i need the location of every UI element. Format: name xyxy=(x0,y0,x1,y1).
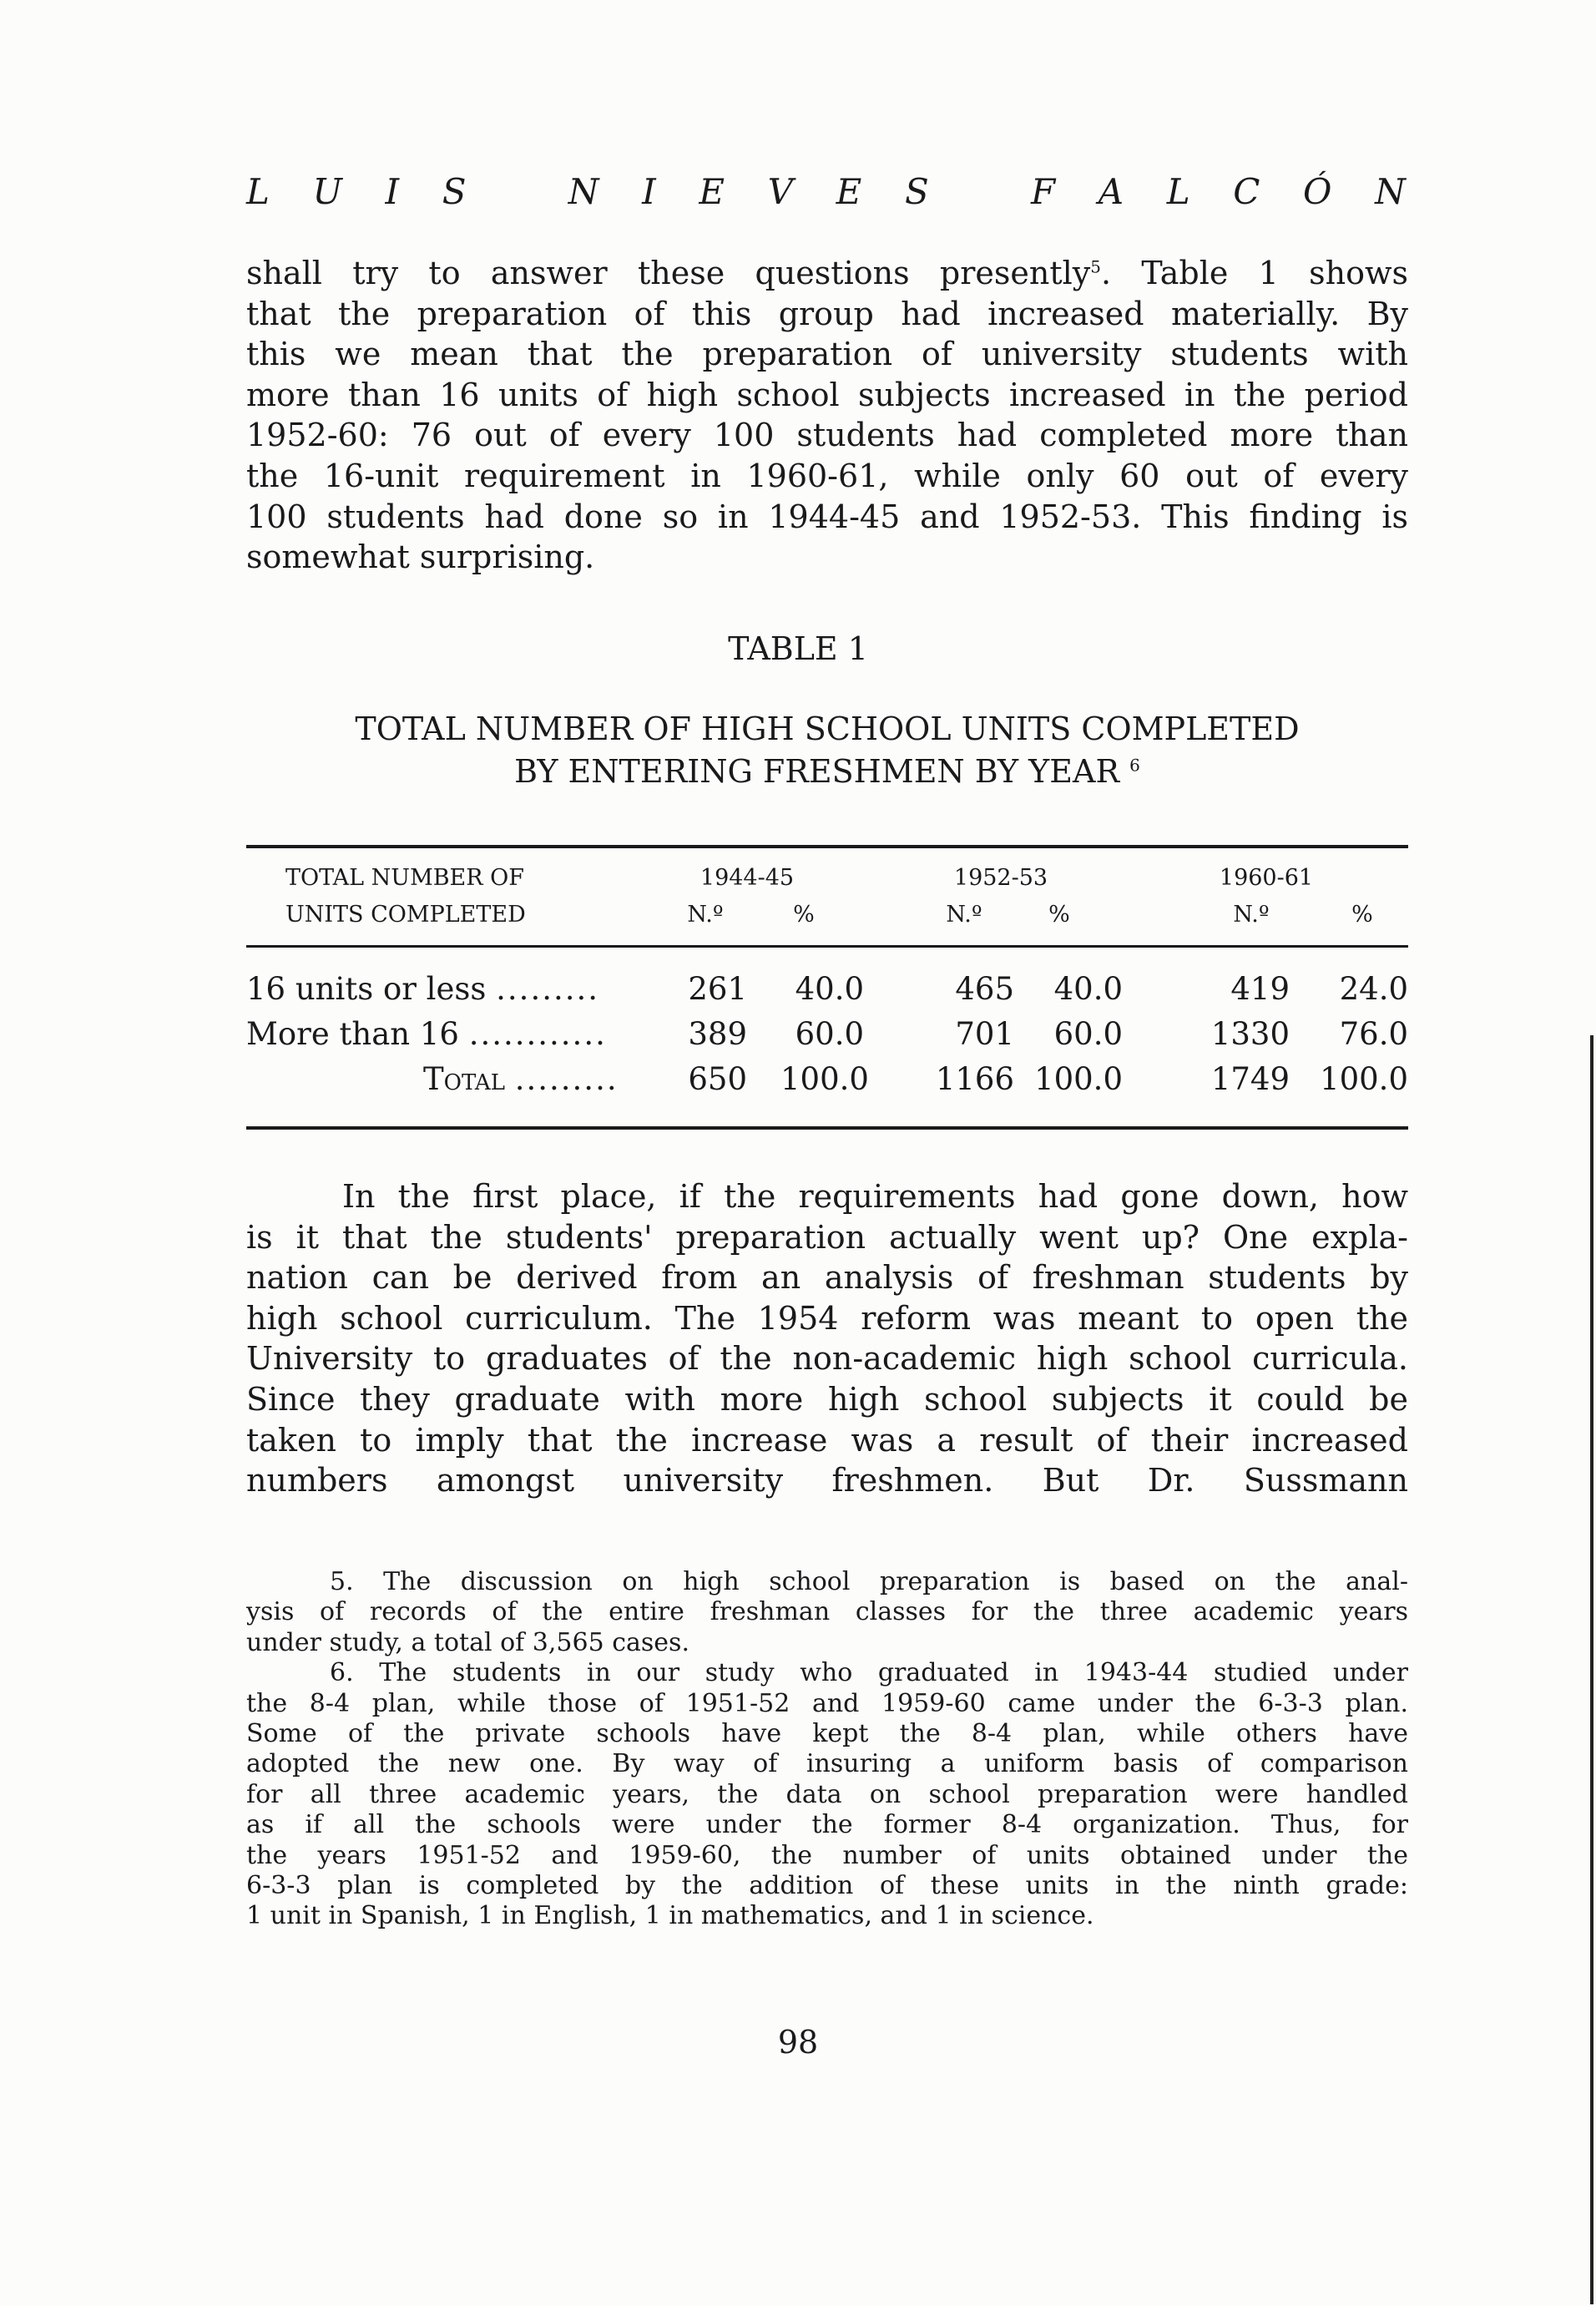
running-head-letter: V xyxy=(767,171,795,212)
running-head-letter: L xyxy=(246,171,270,212)
cell-1944-no: 261 xyxy=(688,971,747,1007)
cell-1952-no: 701 xyxy=(955,1016,1014,1052)
paragraph-line: is it that the students' preparation actually went up? One expla- xyxy=(246,1218,1408,1256)
paragraph-line-text: . Table 1 shows xyxy=(1100,255,1408,291)
row-label xyxy=(246,1016,607,1052)
cell-1944-no: 650 xyxy=(688,1061,747,1097)
row-label-text: Total xyxy=(423,1061,505,1097)
footnote-line: 6. The students in our study who graduated in 1943-44 studied under xyxy=(330,1658,1408,1688)
running-head-letter: A xyxy=(1098,171,1125,212)
footnote-line: Some of the private schools have kept the 8-4 plan, while others have xyxy=(246,1719,1408,1749)
running-head-letter: U xyxy=(312,171,343,212)
footnote-line: 1 unit in Spanish, 1 in English, 1 in mathematics, and 1 in science. xyxy=(246,1901,1094,1931)
header-col-pct: % xyxy=(793,902,815,928)
cell-1960-no: 419 xyxy=(1230,971,1290,1007)
paragraph-line: nation can be derived from an analysis of freshman students by xyxy=(246,1259,1408,1297)
header-label-line: UNITS COMPLETED xyxy=(285,902,526,928)
row-label xyxy=(423,1061,619,1097)
table-title-text: BY ENTERING FRESHMEN BY YEAR xyxy=(514,753,1120,790)
row-leader-dots: ......... xyxy=(496,971,600,1007)
paragraph-line: Since they graduate with more high school subjects it could be xyxy=(246,1380,1408,1418)
running-head-letter: S xyxy=(442,171,467,212)
running-head-letter: N xyxy=(1375,171,1407,212)
cell-1952-pct: 100.0 xyxy=(1034,1061,1123,1097)
table-title-line: TOTAL NUMBER OF HIGH SCHOOL UNITS COMPLETED xyxy=(355,711,1300,747)
cell-1952-pct: 60.0 xyxy=(1053,1016,1123,1052)
cell-1952-no: 465 xyxy=(955,971,1014,1007)
footnote-line: the years 1951-52 and 1959-60, the number of units obtained under the xyxy=(246,1840,1408,1870)
running-head-letter: S xyxy=(904,171,930,212)
running-head xyxy=(246,171,1407,212)
header-col-pct: % xyxy=(1048,902,1070,928)
cell-1944-pct: 40.0 xyxy=(795,971,864,1007)
row-label xyxy=(246,971,599,1007)
paragraph-line: somewhat surprising. xyxy=(246,539,595,576)
footnotes xyxy=(246,1567,1408,1932)
running-head-letter: N xyxy=(568,171,600,212)
header-year-1960-61: 1960-61 xyxy=(1219,865,1314,891)
cell-1952-no: 1166 xyxy=(935,1061,1014,1097)
footnote-line: as if all the schools were under the former 8-4 organization. Thus, for xyxy=(246,1810,1408,1840)
running-head-letter: E xyxy=(699,171,726,212)
running-head-letter: I xyxy=(385,171,401,212)
scan-edge-line xyxy=(1590,1035,1593,2304)
footnote-line: adopted the new one. By way of insuring a uniform basis of comparison xyxy=(246,1749,1408,1779)
cell-1960-pct: 24.0 xyxy=(1339,971,1408,1007)
paragraph-line: that the preparation of this group had increased materially. By xyxy=(246,295,1408,332)
paragraph-line: In the first place, if the requirements had gone down, how xyxy=(342,1178,1408,1215)
footnote-line: 6-3-3 plan is completed by the addition of these units in the ninth grade: xyxy=(246,1871,1408,1901)
header-col-no: N.º xyxy=(687,902,724,928)
header-col-pct: % xyxy=(1351,902,1373,928)
header-col-no: N.º xyxy=(1233,902,1270,928)
paragraph-2 xyxy=(246,1176,1408,1501)
paragraph-line: 1952-60: 76 out of every 100 students had completed more than xyxy=(246,417,1408,454)
table-header xyxy=(246,865,1408,932)
running-head-gap xyxy=(509,171,526,212)
row-label-text: More than 16 xyxy=(246,1016,459,1052)
running-head-letter: Ó xyxy=(1303,171,1333,212)
cell-1952-pct: 40.0 xyxy=(1053,971,1123,1007)
paragraph-line: the 16-unit requirement in 1960-61, while only 60 out of every xyxy=(246,457,1408,494)
paragraph-line: taken to imply that the increase was a result of their increased xyxy=(246,1421,1408,1459)
paragraph-line: high school curriculum. The 1954 reform was meant to open the xyxy=(246,1299,1408,1337)
footnote-line: 5. The discussion on high school preparation is based on the anal- xyxy=(330,1567,1408,1596)
footnote-line: under study, a total of 3,565 cases. xyxy=(246,1627,689,1657)
header-label-line: TOTAL NUMBER OF xyxy=(285,865,525,891)
footnote-line: the 8-4 plan, while those of 1951-52 and 1959-60 came under the 6-3-3 plan. xyxy=(246,1688,1408,1718)
footnote-ref-5: 5 xyxy=(1090,256,1101,277)
cell-1960-pct: 76.0 xyxy=(1339,1016,1408,1052)
paragraph-line: more than 16 units of high school subjects increased in the period xyxy=(246,376,1408,413)
paragraph-line: this we mean that the preparation of university students with xyxy=(246,336,1408,373)
running-head-letter: C xyxy=(1233,171,1261,212)
paragraph-1 xyxy=(246,253,1408,578)
page-number: 98 xyxy=(777,2024,819,2061)
paragraph-line xyxy=(246,253,1408,294)
table-title xyxy=(246,708,1408,793)
cell-1960-pct: 100.0 xyxy=(1320,1061,1408,1097)
footnote-ref-6: 6 xyxy=(1129,755,1140,776)
row-label-text: 16 units or less xyxy=(246,971,487,1007)
table-number: TABLE 1 xyxy=(728,630,868,667)
paragraph-line: numbers amongst university freshmen. But Dr. Sussmann xyxy=(246,1462,1408,1499)
row-leader-dots: ............ xyxy=(468,1016,607,1052)
cell-1960-no: 1749 xyxy=(1210,1061,1290,1097)
running-head-letter: L xyxy=(1166,171,1191,212)
footnote-line: for all three academic years, the data on school preparation were handled xyxy=(246,1779,1408,1809)
paragraph-line-text: shall try to answer these questions presently xyxy=(246,255,1091,291)
running-head-letter: F xyxy=(1030,171,1057,212)
row-leader-dots: ......... xyxy=(514,1061,619,1097)
table-bottom-rule xyxy=(246,1126,1408,1130)
header-year-1952-53: 1952-53 xyxy=(953,865,1048,891)
header-col-no: N.º xyxy=(946,902,982,928)
table-header-rule xyxy=(246,945,1408,948)
cell-1944-no: 389 xyxy=(688,1016,747,1052)
running-head-letter: I xyxy=(642,171,657,212)
table-title-line xyxy=(246,751,1408,793)
paragraph-line: 100 students had done so in 1944-45 and 1952-53. This finding is xyxy=(246,498,1408,535)
cell-1960-no: 1330 xyxy=(1210,1016,1290,1052)
cell-1944-pct: 100.0 xyxy=(780,1061,869,1097)
cell-1944-pct: 60.0 xyxy=(795,1016,864,1052)
paragraph-line: University to graduates of the non-academic high school curricula. xyxy=(246,1340,1408,1378)
running-head-letter: E xyxy=(836,171,863,212)
header-year-1944-45: 1944-45 xyxy=(700,865,795,891)
table-top-rule xyxy=(246,845,1408,848)
running-head-gap xyxy=(972,171,988,212)
footnote-line: ysis of records of the entire freshman classes for the three academic years xyxy=(246,1597,1408,1627)
